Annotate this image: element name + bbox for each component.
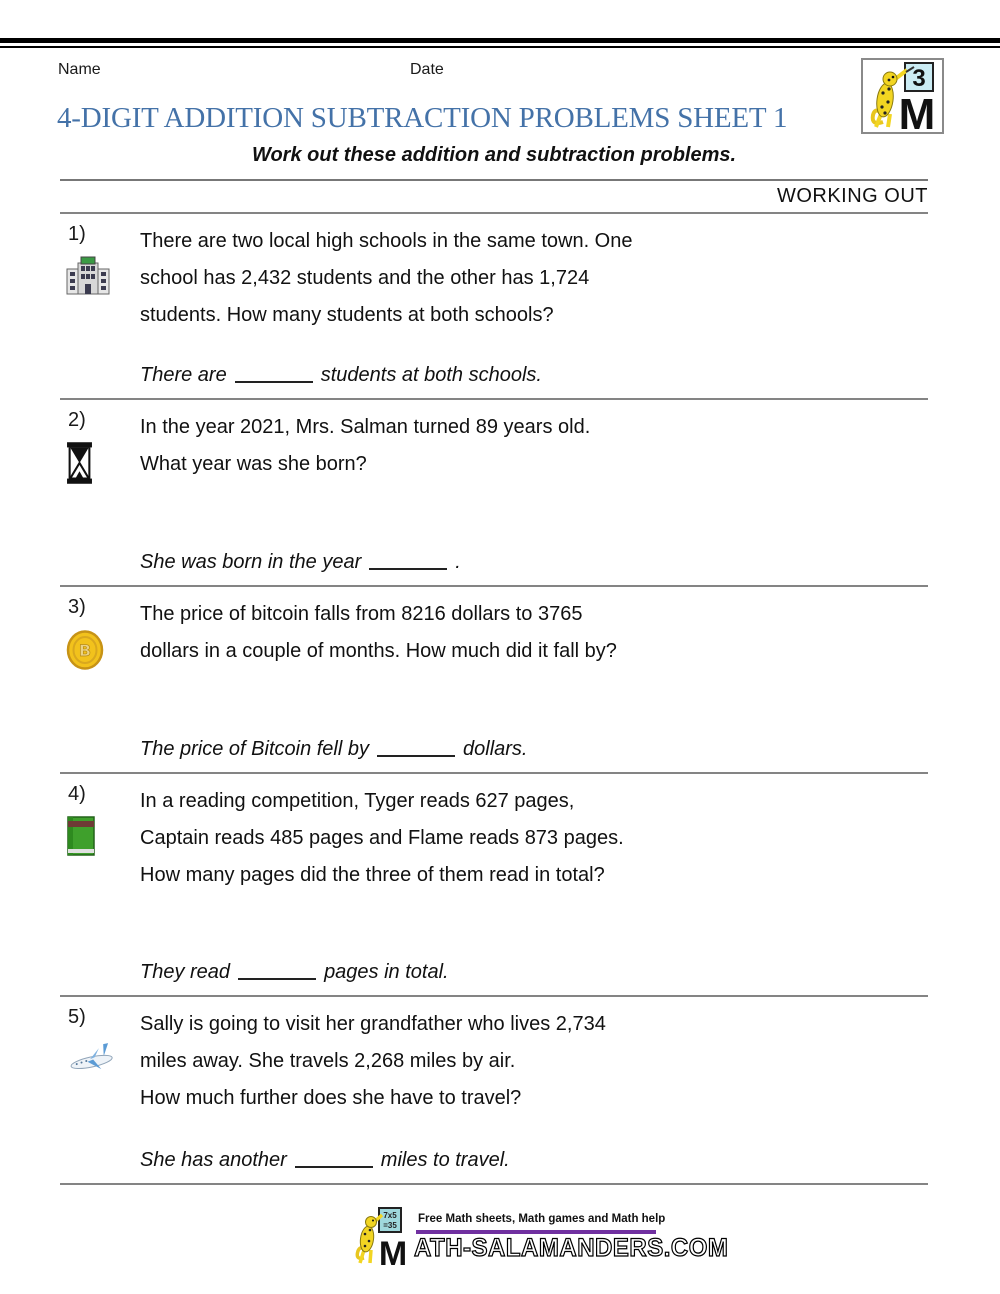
school-icon xyxy=(66,256,110,301)
problem-text-line: Sally is going to visit her grandfather who lives 2,734 xyxy=(140,1013,606,1035)
problem-number: 5) xyxy=(68,1006,86,1028)
problem-text-line: The price of bitcoin falls from 8216 dollars to 3765 xyxy=(140,603,583,625)
airplane-icon xyxy=(66,1039,116,1082)
problem-text-line: In a reading competition, Tyger reads 627 pages, xyxy=(140,790,575,812)
book-icon xyxy=(66,816,96,861)
hourglass-icon xyxy=(66,442,93,489)
problem-3-text xyxy=(140,596,617,670)
problem-number: 2) xyxy=(68,409,86,431)
answer-post: dollars. xyxy=(463,738,528,760)
badge-m-letter: M xyxy=(898,90,936,132)
problem-text-line: How many pages did the three of them read in total? xyxy=(140,864,605,886)
problem-1-text xyxy=(140,223,632,334)
footer-purple-rule xyxy=(416,1230,656,1234)
badge-number: 3 xyxy=(912,65,926,92)
problem-text-line: miles away. She travels 2,268 miles by air. xyxy=(140,1050,516,1072)
page-subtitle: Work out these addition and subtraction problems. xyxy=(251,144,737,166)
answer-sentence xyxy=(140,961,449,984)
name-label: Name xyxy=(58,61,101,78)
answer-post: miles to travel. xyxy=(380,1149,510,1171)
board-text-line2: =35 xyxy=(383,1221,397,1230)
problem-number: 3) xyxy=(68,596,86,618)
problem-number: 4) xyxy=(68,783,86,805)
answer-post: students at both schools. xyxy=(320,364,542,386)
problem-4-text xyxy=(140,783,624,894)
answer-post: . xyxy=(455,551,461,573)
answer-blank xyxy=(238,974,316,980)
answer-blank xyxy=(377,751,455,757)
problem-text-line: school has 2,432 students and the other has 1,724 xyxy=(140,267,590,289)
answer-pre: She was born in the year xyxy=(140,551,362,573)
problem-4 xyxy=(60,772,928,995)
problem-text-line: What year was she born? xyxy=(140,453,367,475)
answer-pre: She has another xyxy=(140,1149,287,1171)
footer-logo-block xyxy=(352,1206,729,1272)
header-divider xyxy=(60,179,928,181)
board-text-line1: 7x5 xyxy=(383,1211,397,1220)
answer-sentence xyxy=(140,551,461,574)
footer-site-text: ATH-SALAMANDERS.COM xyxy=(414,1234,729,1263)
problem-text-line: How much further does she have to travel? xyxy=(140,1087,522,1109)
answer-sentence xyxy=(140,1149,510,1172)
answer-blank xyxy=(295,1162,373,1168)
problem-number: 1) xyxy=(68,223,86,245)
bottom-divider xyxy=(60,1183,928,1185)
problem-text-line: There are two local high schools in the same town. One xyxy=(140,230,633,252)
problem-1 xyxy=(60,212,928,398)
svg-text:B: B xyxy=(78,641,92,660)
problem-text-line: dollars in a couple of months. How much did it fall by? xyxy=(140,640,617,662)
bitcoin-icon xyxy=(66,629,106,676)
date-label: Date xyxy=(410,61,444,78)
problem-text-line: In the year 2021, Mrs. Salman turned 89 years old. xyxy=(140,416,591,438)
footer-tagline: Free Math sheets, Math games and Math help xyxy=(418,1213,666,1225)
working-out-header: WORKING OUT xyxy=(776,185,928,207)
answer-sentence xyxy=(140,738,527,761)
problem-3 xyxy=(60,585,928,772)
problem-text-line: students. How many students at both schools? xyxy=(140,304,554,326)
answer-blank xyxy=(369,564,447,570)
footer-salamander-logo-icon xyxy=(352,1206,416,1273)
top-rule xyxy=(0,38,1000,43)
answer-pre: They read xyxy=(140,961,231,983)
answer-post: pages in total. xyxy=(324,961,449,983)
answer-blank xyxy=(235,377,313,383)
problem-text-line: Captain reads 485 pages and Flame reads 873 pages. xyxy=(140,827,624,849)
problem-5-text xyxy=(140,1006,606,1117)
answer-pre: There are xyxy=(140,364,227,386)
answer-pre: The price of Bitcoin fell by xyxy=(140,738,369,760)
problem-5 xyxy=(60,995,928,1183)
footer-m-letter: M xyxy=(378,1235,408,1268)
problem-2 xyxy=(60,398,928,585)
page-title: 4-DIGIT ADDITION SUBTRACTION PROBLEMS SHEET 1 xyxy=(57,102,788,134)
answer-sentence xyxy=(140,364,542,387)
top-rule-thin xyxy=(0,46,1000,48)
problem-2-text xyxy=(140,409,590,483)
